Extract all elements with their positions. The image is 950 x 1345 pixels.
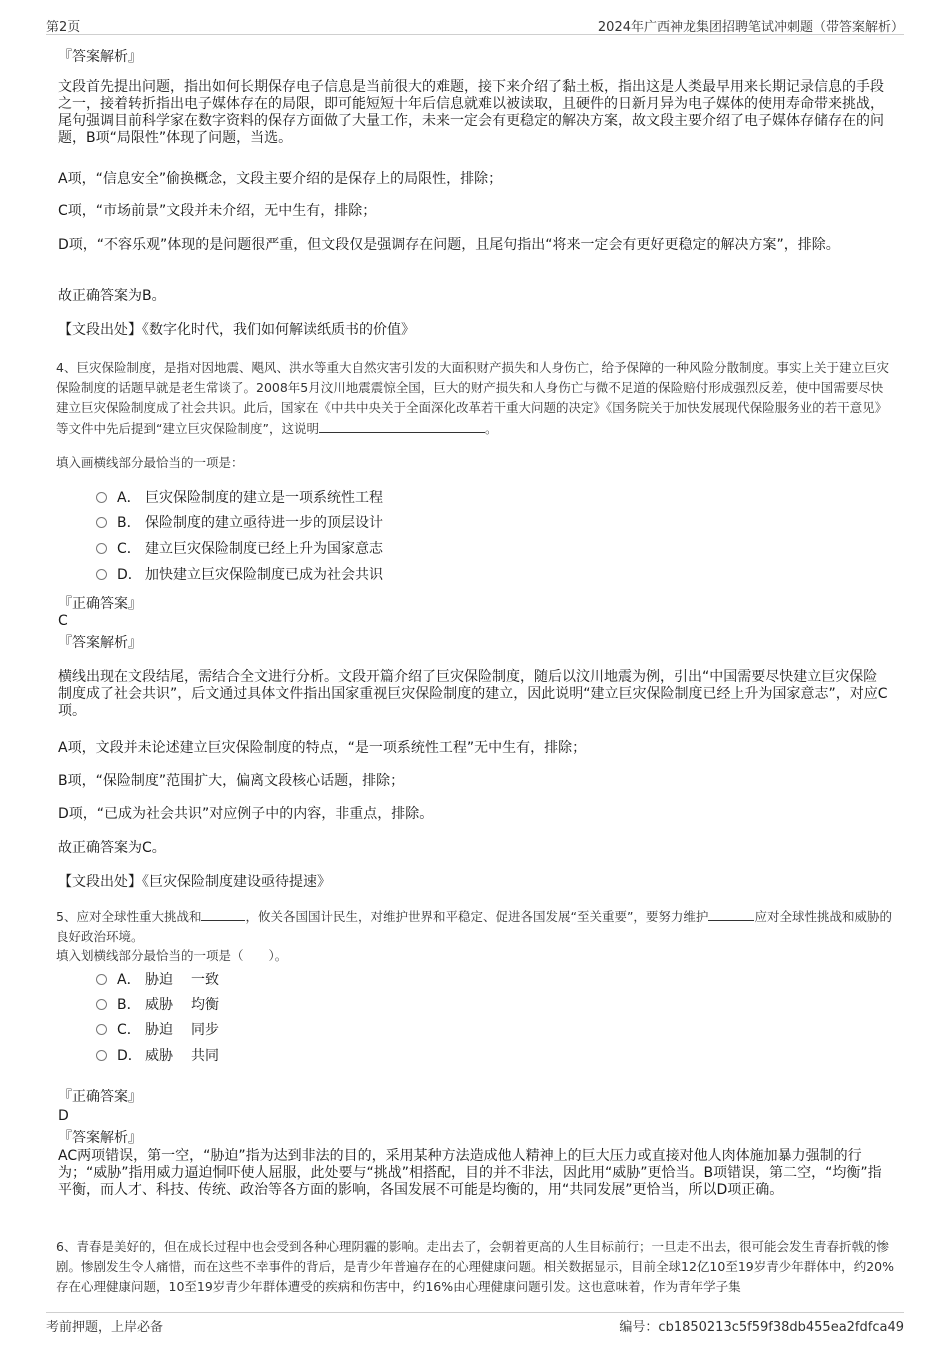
q5-option-d[interactable]: D． 威胁 共同	[96, 1046, 219, 1066]
q4-blank	[319, 418, 485, 433]
q3-analysis-text: 文段首先提出问题，指出如何长期保存电子信息是当前很大的难题，接下来介绍了黏土板，指出这是人类最早用来长期记录信息的手段之一，接着转折指出电子媒体存在的局限，即可能短短十年后信息就难以被读取，且硬件的日新月异为电子媒体的使用寿命带来挑战，尾句强调目前科学家在数字资料的保存方面做了大量工作，未来一定会有更稳定的解决方案，故文段主要介绍了电子媒体存储存在的问题，B项“局限性”体现了问题，当选。	[58, 79, 884, 146]
q4-analysis-label: 『答案解析』	[58, 635, 142, 651]
document-code: 编号：cb1850213c5f59f38db455ea2fdfca49	[619, 1320, 904, 1335]
q3-option-a-analysis: A项，“信息安全”偷换概念，文段主要介绍的是保存上的局限性，排除；	[58, 171, 503, 187]
q4-correct-answer: C	[58, 613, 68, 629]
q3-analysis-label: 『答案解析』	[58, 49, 142, 65]
footer-slogan: 考前押题，上岸必备	[46, 1320, 164, 1335]
document-title: 2024年广西神龙集团招聘笔试冲刺题（带答案解析）	[597, 20, 904, 35]
q5-stem-part2: ，攸关各国国计民生，对维护世界和平稳定、促进各国发展“至关重要”，要努力维护	[245, 909, 709, 924]
q5-option-b[interactable]: B． 威胁 均衡	[96, 995, 219, 1015]
radio-icon[interactable]	[96, 543, 107, 554]
page-header	[46, 14, 904, 35]
radio-icon[interactable]	[96, 974, 107, 985]
q4-stem-end: 。	[484, 421, 498, 436]
q4-option-b-analysis: B项，“保险制度”范围扩大，偏离文段核心话题，排除；	[58, 773, 405, 789]
q5-blank-1	[201, 906, 245, 921]
q4-correct-label: 『正确答案』	[58, 596, 142, 612]
q5-stem-part3: 应对全球性挑战和威胁的良好政治环境。	[56, 909, 892, 944]
q4-source: 【文段出处】《巨灾保险制度建设亟待提速》	[58, 874, 331, 890]
q5-correct-answer: D	[58, 1108, 69, 1124]
q4-option-d[interactable]: D． 加快建立巨灾保险制度已成为社会共识	[96, 565, 383, 585]
page-number: 第2页	[46, 20, 81, 35]
radio-icon[interactable]	[96, 1024, 107, 1035]
q5-option-c[interactable]: C． 胁迫 同步	[96, 1020, 219, 1040]
page-footer	[46, 1312, 904, 1335]
q3-conclusion: 故正确答案为B。	[58, 288, 166, 304]
q5-prompt: 填入划横线部分最恰当的一项是（ ）。	[56, 948, 288, 963]
q4-prompt: 填入画横线部分最恰当的一项是：	[56, 455, 244, 470]
radio-icon[interactable]	[96, 492, 107, 503]
q5-option-a[interactable]: A． 胁迫 一致	[96, 970, 219, 990]
q3-source: 【文段出处】《数字化时代，我们如何解读纸质书的价值》	[58, 322, 415, 338]
q3-option-d-analysis: D项，“不容乐观”体现的是问题很严重，但文段仅是强调存在问题，且尾句指出“将来一定会有更好更稳定的解决方案”，排除。	[58, 237, 840, 253]
q5-analysis-text: AC两项错误，第一空，“胁迫”指为达到非法的目的，采用某种方法造成他人精神上的巨大压力或直接对他人肉体施加暴力强制的行为；“威胁”指用威力逼迫恫吓使人屈服，此处要与“挑战”相搭配，目的并不非法，因此用“威胁”更恰当。B项错误，第二空，“均衡”指平衡，而人才、科技、传统、政治等各方面的影响，各国发展不可能是均衡的，用“共同发展”更恰当，所以D项正确。	[58, 1148, 882, 1198]
q4-analysis-text: 横线出现在文段结尾，需结合全文进行分析。文段开篇介绍了巨灾保险制度，随后以汶川地震为例，引出“中国需要尽快建立巨灾保险制度成了社会共识”，后文通过具体文件指出国家重视巨灾保险制度的建立，因此说明“建立巨灾保险制度已经上升为国家意志”，对应C项。	[58, 669, 888, 719]
radio-icon[interactable]	[96, 999, 107, 1010]
q4-option-d-analysis: D项，“已成为社会共识”对应例子中的内容，非重点，排除。	[58, 806, 434, 822]
q4-option-c[interactable]: C． 建立巨灾保险制度已经上升为国家意志	[96, 539, 383, 559]
q4-stem	[56, 358, 894, 439]
q6-stem: 6、青春是美好的，但在成长过程中也会受到各种心理阴霾的影响。走出去了，会朝着更高的人生目标前行；一旦走不出去，很可能会发生青春折戟的惨剧。惨剧发生令人痛惜，而在这些不幸事件的背后，是青少年普遍存在的心理健康问题。相关数据显示，目前全球12亿10至19岁青少年群体中，约20%存在心理健康问题，10至19岁青少年群体遭受的疾病和伤害中，约16%由心理健康问题引发。这也意味着，作为青年学子集	[56, 1239, 895, 1294]
q5-analysis-label: 『答案解析』	[58, 1130, 142, 1146]
q4-stem-text: 4、巨灾保险制度，是指对因地震、飓风、洪水等重大自然灾害引发的大面积财产损失和人身伤亡，给予保障的一种风险分散制度。事实上关于建立巨灾保险制度的话题早就是老生常谈了。2008年5月汶川地震震惊全国，巨大的财产损失和人身伤亡与微不足道的保险赔付形成强烈反差，使中国需要尽快建立巨灾保险制度成了社会共识。此后，国家在《中共中央关于全面深化改革若干重大问题的决定》《国务院关于加快发展现代保险服务业的若干意见》等文件中先后提到“建立巨灾保险制度”，这说明	[56, 360, 889, 436]
q4-conclusion: 故正确答案为C。	[58, 840, 166, 856]
radio-icon[interactable]	[96, 517, 107, 528]
q4-option-a-analysis: A项，文段并未论述建立巨灾保险制度的特点，“是一项系统性工程”无中生有，排除；	[58, 740, 587, 756]
radio-icon[interactable]	[96, 569, 107, 580]
q5-stem	[56, 906, 894, 947]
radio-icon[interactable]	[96, 1050, 107, 1061]
q5-correct-label: 『正确答案』	[58, 1089, 142, 1105]
q4-option-a[interactable]: A． 巨灾保险制度的建立是一项系统性工程	[96, 488, 383, 508]
q5-blank-2	[708, 906, 754, 921]
q3-option-c-analysis: C项，“市场前景”文段并未介绍，无中生有，排除；	[58, 203, 377, 219]
q5-stem-part1: 5、应对全球性重大挑战和	[56, 909, 202, 924]
q4-option-b[interactable]: B． 保险制度的建立亟待进一步的顶层设计	[96, 513, 383, 533]
